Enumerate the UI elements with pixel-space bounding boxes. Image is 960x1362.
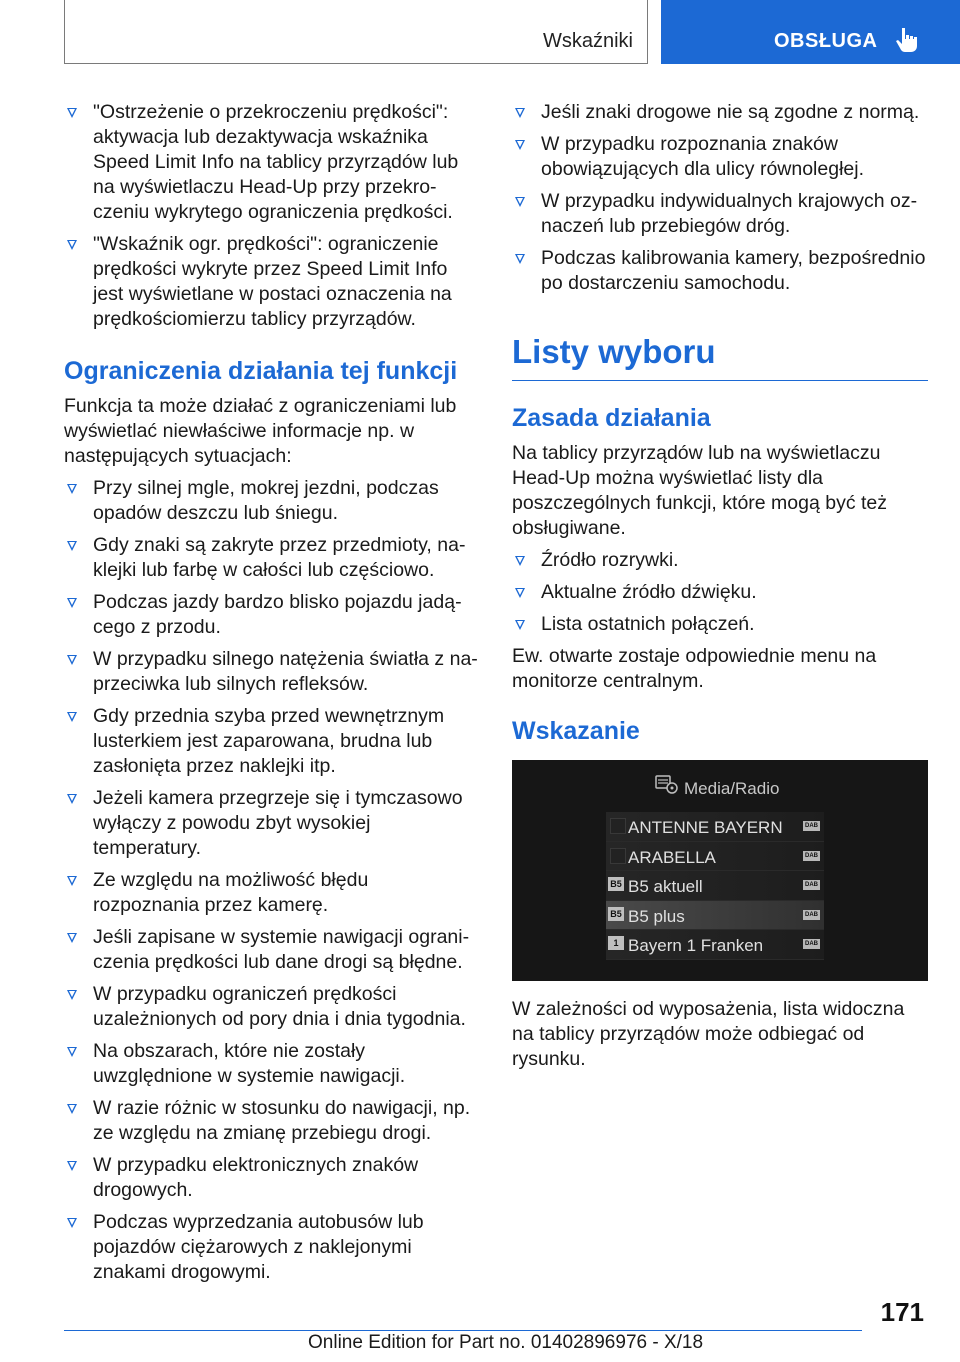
header-section-title: Wskaźniki [542, 30, 633, 52]
triangle-bullet-icon [67, 1218, 77, 1228]
empty-badge-icon [610, 818, 626, 834]
dab-icon: DAB [805, 852, 818, 859]
pointing-hand-icon [895, 26, 919, 54]
triangle-bullet-icon [67, 712, 77, 722]
station-logo-icon: B5 [608, 907, 624, 921]
dab-icon: DAB [805, 941, 818, 948]
list-item: Aktualne źródło dźwięku. [512, 580, 928, 605]
empty-badge-icon [610, 848, 626, 864]
list-item: Jeśli zapisane w systemie nawigacji ograniczenia prędkości lub dane drogi są błędne. [64, 925, 478, 975]
triangle-bullet-icon [67, 1161, 77, 1171]
intro-paragraph: Funkcja ta może działać z ograniczeniami lub wyświetlać niewłaściwe informacje np. w następujących sytuacjach: [64, 395, 457, 467]
subheading-display: Wskazanie [512, 717, 640, 745]
station-logo-icon: B5 [608, 877, 624, 891]
triangle-bullet-icon [67, 240, 77, 250]
list-item: W przypadku ograniczeń prędkości uzależnionych od pory dnia i dnia tygodnia. [64, 982, 478, 1032]
triangle-bullet-icon [67, 1047, 77, 1057]
station-item-selected: B5 B5 plus DAB [606, 901, 824, 931]
triangle-bullet-icon [515, 140, 525, 150]
triangle-bullet-icon [515, 197, 525, 207]
station-logo-icon: 1 [608, 936, 624, 950]
triangle-bullet-icon [67, 484, 77, 494]
triangle-bullet-icon [67, 598, 77, 608]
triangle-bullet-icon [67, 933, 77, 943]
list-item: Lista ostatnich połączeń. [512, 612, 928, 637]
list-item: "Ostrzeżenie o przekroczeniu prędkości": aktywacja lub dezaktywacja wskaźnika Speed Limit Info na tablicy przyrządów lub na wyświetlaczu Head-Up przy przekroczeniu wykrytego ograniczenia prędkości. [64, 100, 478, 225]
station-list [606, 812, 824, 960]
screen-title: Media/Radio [684, 779, 780, 798]
dab-icon: DAB [805, 911, 818, 918]
list-item: Podczas kalibrowania kamery, bezpośrednio po dostarczeniu samochodu. [512, 246, 928, 296]
list-item: Gdy przednia szyba przed wewnętrznym lusterkiem jest zaparowana, brudna lub zasłonięta przez naklejki itp. [64, 704, 478, 779]
dab-icon: DAB [805, 882, 818, 889]
triangle-bullet-icon [67, 1104, 77, 1114]
header-section-box [64, 0, 648, 64]
list-item: W przypadku elektronicznych znaków drogowych. [64, 1153, 478, 1203]
list-item: Jeżeli kamera przegrzeje się i tymczasowo wyłączy z powodu zbyt wysokiej temperatury. [64, 786, 478, 861]
triangle-bullet-icon [515, 254, 525, 264]
subheading-principle: Zasada działania [512, 404, 711, 432]
triangle-bullet-icon [67, 794, 77, 804]
section-heading: Ograniczenia działania tej funkcji [64, 357, 458, 385]
menu-paragraph: Ew. otwarte zostaje odpowiednie menu na monitorze centralnym. [512, 645, 877, 692]
triangle-bullet-icon [515, 620, 525, 630]
footer-edition: Online Edition for Part no. 01402896976 - X/18 [308, 1332, 704, 1353]
triangle-bullet-icon [67, 108, 77, 118]
list-item: Podczas wyprzedzania autobusów lub pojazdów ciężarowych z naklejonymi znakami drogowymi. [64, 1210, 478, 1285]
list-item: Przy silnej mgle, mokrej jezdni, podczas opadów deszczu lub śniegu. [64, 476, 478, 526]
instrument-cluster-screen [512, 760, 928, 981]
list-item: W przypadku indywidualnych krajowych oznaczeń lub przebiegów dróg. [512, 189, 928, 239]
list-item: Ze względu na możliwość błędu rozpoznania przez kamerę. [64, 868, 478, 918]
dab-icon: DAB [805, 823, 818, 829]
header-chapter-tab [661, 0, 960, 64]
triangle-bullet-icon [67, 541, 77, 551]
list-item: Podczas jazdy bardzo blisko pojazdu jadącego z przodu. [64, 590, 478, 640]
station-item: 1 Bayern 1 Franken DAB [606, 930, 824, 960]
feature-settings-list [64, 100, 478, 332]
list-item: W przypadku silnego natężenia światła z naprzeciwka lub silnych refleksów. [64, 647, 478, 697]
image-caption: W zależności od wyposażenia, lista widoczna na tablicy przyrządów może odbiegać od rysunku. [512, 998, 905, 1070]
triangle-bullet-icon [67, 990, 77, 1000]
list-item: Źródło rozrywki. [512, 548, 928, 573]
triangle-bullet-icon [67, 876, 77, 886]
limitations-list-continued [512, 100, 928, 296]
list-item: "Wskaźnik ogr. prędkości": ograniczenie prędkości wykryte przez Speed Limit Info jest wyświetlane w postaci oznaczenia na prędkościomierzu tablicy przyrządów. [64, 232, 478, 332]
limitations-list [64, 476, 478, 1285]
station-item: ARABELLA DAB [606, 842, 824, 872]
left-column [64, 100, 478, 1292]
station-item: ANTENNE BAYERN DAB [606, 812, 824, 842]
list-item: W przypadku rozpoznania znaków obowiązujących dla ulicy równoległej. [512, 132, 928, 182]
list-item: Gdy znaki są zakryte przez przedmioty, naklejki lub farbę w całości lub częściowo. [64, 533, 478, 583]
list-item: Na obszarach, które nie zostały uwzględnione w systemie nawigacji. [64, 1039, 478, 1089]
triangle-bullet-icon [67, 655, 77, 665]
triangle-bullet-icon [515, 588, 525, 598]
header-chapter-title: OBSŁUGA [774, 30, 878, 52]
triangle-bullet-icon [515, 556, 525, 566]
footer-divider [64, 1330, 862, 1331]
selection-lists [512, 548, 928, 637]
station-item: B5 B5 aktuell DAB [606, 871, 824, 901]
list-item: Jeśli znaki drogowe nie są zgodne z normą. [512, 100, 928, 125]
list-item: W razie różnic w stosunku do nawigacji, np. ze względu na zmianę przebiegu drogi. [64, 1096, 478, 1146]
main-heading: Listy wyboru [512, 332, 928, 381]
triangle-bullet-icon [515, 108, 525, 118]
page-number: 171 [880, 1297, 924, 1327]
principle-paragraph: Na tablicy przyrządów lub na wyświetlaczu Head-Up można wyświetlać listy dla poszczególnych funkcji, które mogą być też obsługiwane. [512, 442, 888, 539]
media-radio-icon [654, 773, 680, 795]
right-column [512, 100, 928, 1079]
